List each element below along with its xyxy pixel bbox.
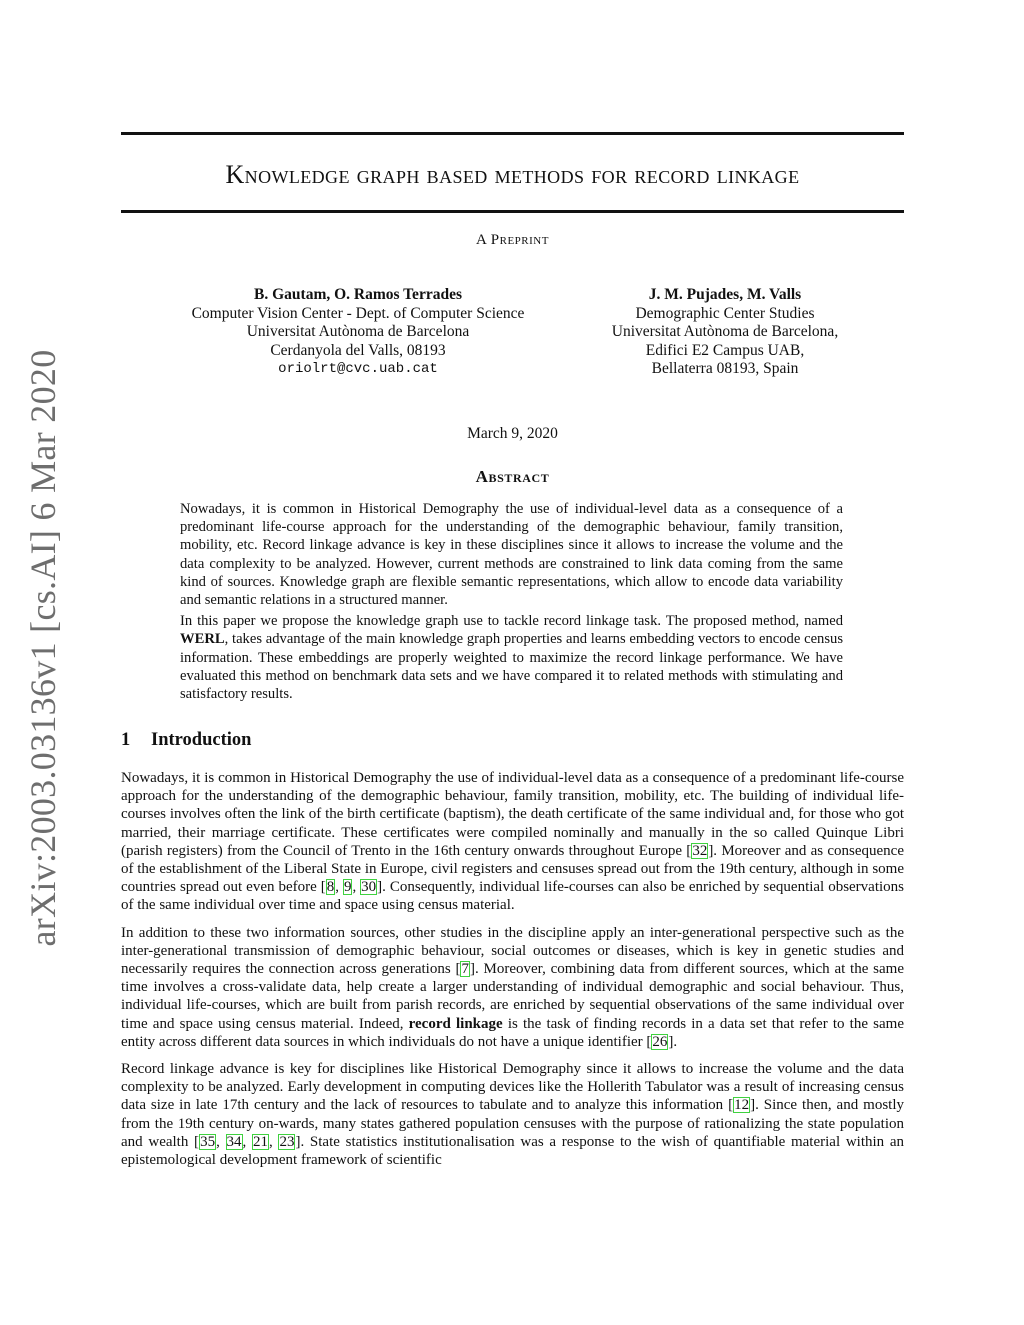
affiliation-line: Edifici E2 Campus UAB, [645,341,805,359]
affiliation-line: Computer Vision Center - Dept. of Computer Science [191,304,525,322]
citation-link[interactable]: 30 [361,879,377,896]
abstract-text [180,500,843,706]
title-rule-top [121,132,904,135]
section-title: Introduction [151,730,252,750]
body-paragraph: Nowadays, it is common in Historical Demography the use of individual-level data as a consequence of a predominant life-course approach for the understanding of the demographic behaviour, family transition, mobility, etc. The building of individual life-courses involves often the link of the birth certificate (baptism), the death certificate of the same individual and, for those who got married, their marriage certificate. These certificates were compiled nominally and manually in the so called Quinque Libri (parish registers) from the Council of Trento in the 16th century onwards throughout Europe [32]. Moreover and as consequence of the establishment of the Liberal State in Europe, civil registers and censuses spread out from the 19th century, although in some countries spread out even before [8, 9, 30]. Consequently, individual life-courses can also be enriched by sequential observations of the same individual over time and space using census material. [121,770,905,914]
section-number: 1 [121,730,131,750]
citation-link[interactable]: 12 [734,1097,750,1114]
author-names: B. Gautam, O. Ramos Terrades [254,286,462,303]
affiliation-line: Universitat Autònoma de Barcelona [246,323,470,340]
abstract-paragraph: Nowadays, it is common in Historical Demography the use of individual-level data as a consequence of a predominant life-course approach for the understanding of the demographic behaviour, family transition, mobility, etc. Record linkage advance is key in these disciplines since it allows to increase the volume and the data complexity to be analyzed. However, current methods are constrained to link data coming from the same kind of sources. Knowledge graph are flexible semantic representations, which allow to encode data variability and semantic relations in a structured manner. [180,501,843,609]
citation-link[interactable]: 23 [279,1133,295,1150]
paper-title: Knowledge graph based methods for record linkage [225,160,800,189]
section-body [121,769,904,1178]
arxiv-stamp[interactable]: arXiv:2003.03136v1 [cs.AI] 6 Mar 2020 [23,349,63,947]
affiliation-line: Demographic Center Studies [635,304,815,322]
citation-link[interactable]: 7 [461,961,469,978]
citation-link[interactable]: 34 [226,1133,242,1150]
citation-link[interactable]: 21 [253,1133,268,1150]
author-names: J. M. Pujades, M. Valls [648,286,802,303]
affiliation-line: Cerdanyola del Valls, 08193 [270,341,446,359]
citation-link[interactable]: 26 [652,1033,668,1050]
citation-link[interactable]: 32 [692,842,708,859]
citation-link[interactable]: 9 [343,879,352,896]
term-bold: record linkage [408,1015,503,1032]
citation-link[interactable]: 35 [200,1133,216,1150]
title-rule-bottom [121,210,904,213]
abstract-paragraph: In this paper we propose the knowledge graph use to tackle record linkage task. The proposed method, named WERL, takes advantage of the main knowledge graph properties and learns embedding vectors to encode census information. These embeddings are properly weighted to maximize the record linkage performance. We have evaluated this method on benchmark data sets and we have compared it to related methods with stimulating and satisfactory results. [180,613,843,703]
method-name: WERL [180,631,225,648]
affiliation-line: Bellaterra 08193, Spain [651,360,799,377]
body-paragraph: Record linkage advance is key for disciplines like Historical Demography since it allows to increase the volume and the data complexity to be analyzed. Early development in computing devices like the Hollerith Tabulator was a result of increasing census data size in late 17th century and the lack of resources to tabulate and to analyze this information [12]. Since then, and mostly from the 19th century on-wards, many states gathered population censuses with the purpose of rationalizing the state population and wealth [35, 34, 21, 23]. State statistics institutionalisation was a response to the wish of quantifiable material within an epistemological development framework of scientific [121,1061,905,1169]
author-email[interactable]: oriolrt@cvc.uab.cat [278,361,438,377]
author-block-2 [592,286,858,379]
preprint-label: A Preprint [476,232,549,248]
body-paragraph: In addition to these two information sources, other studies in the discipline apply an inter-generational perspective such as the inter-generational transmission of demographic behaviour, social outcomes or diseases, which is key in genetic studies and necessarily requires the connection across generations [7]. Moreover, combining data from different sources, which at the same time involves a cross-validate data, help create a larger understanding of individual demographic and social behaviour. Thus, individual life-courses, which are built from parish records, are enriched by sequential observations of the same individual over time and space using census material. Indeed, record linkage is the task of finding records in a data set that refer to the same entity across different data sources in which individuals do not have a unique identifier [26]. [121,924,905,1050]
section-heading [121,730,251,751]
citation-link[interactable]: 8 [326,879,335,896]
author-block-1 [170,286,546,379]
abstract-heading: Abstract [475,467,550,486]
paper-date: March 9, 2020 [467,425,558,442]
affiliation-line: Universitat Autònoma de Barcelona, [611,323,839,340]
